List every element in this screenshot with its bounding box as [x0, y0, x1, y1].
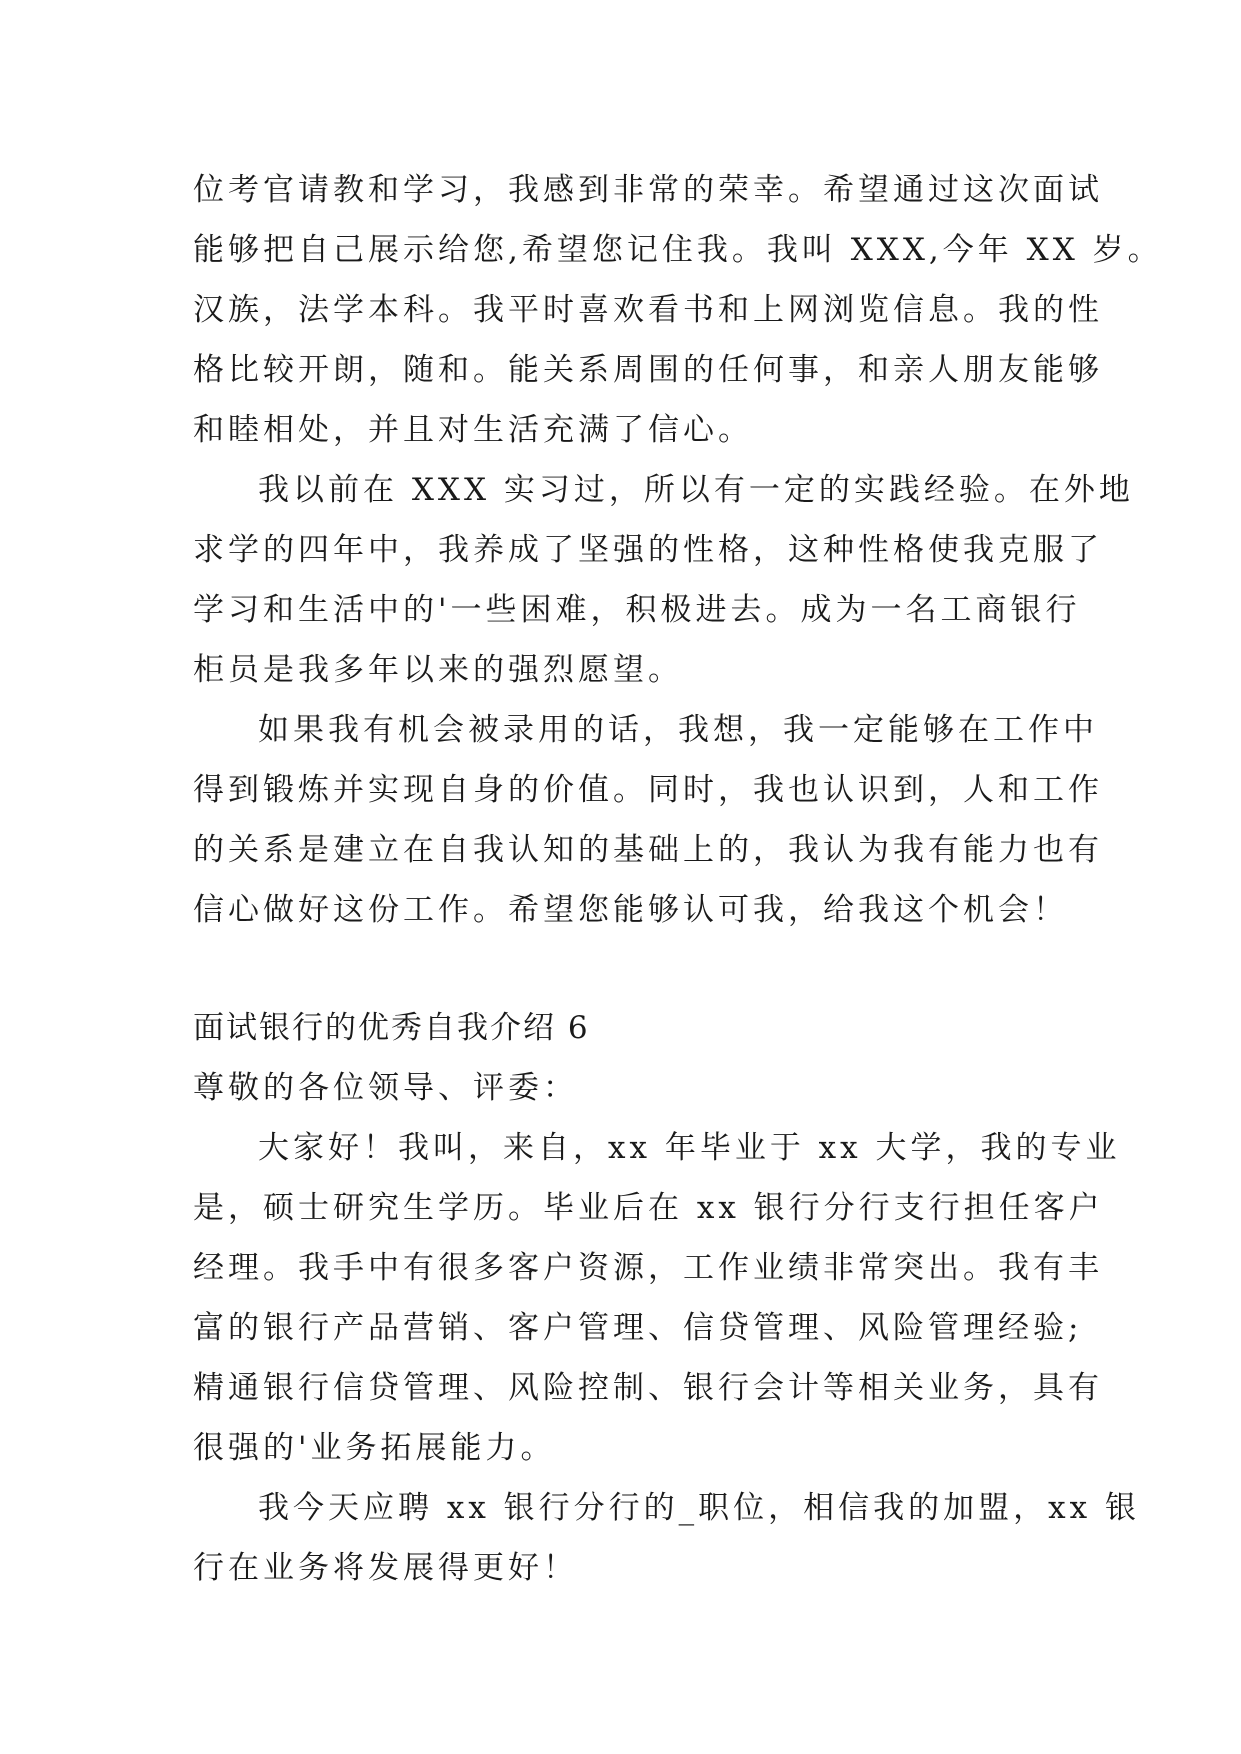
- text-line: 位考官请教和学习，我感到非常的荣幸。希望通过这次面试: [193, 172, 1103, 208]
- section-title: 面试银行的优秀自我介绍 6: [193, 1010, 590, 1046]
- paragraph-application: [193, 1478, 1140, 1598]
- text-line: 很强的'业务拓展能力。: [193, 1430, 556, 1466]
- text-line: 是，硕士研究生学历。毕业后在 xx 银行分行支行担任客户: [193, 1190, 1104, 1226]
- paragraph-intro: [193, 160, 1163, 460]
- paragraph-closing: [193, 700, 1103, 940]
- text-line: 信心做好这份工作。希望您能够认可我，给我这个机会！: [193, 892, 1068, 928]
- text-line: 柜员是我多年以来的强烈愿望。: [193, 652, 683, 688]
- text-line: 富的银行产品营销、客户管理、信贷管理、风险管理经验;: [193, 1310, 1083, 1346]
- text-line: 得到锻炼并实现自身的价值。同时，我也认识到，人和工作: [193, 772, 1103, 808]
- text-line: 经理。我手中有很多客户资源，工作业绩非常突出。我有丰: [193, 1250, 1103, 1286]
- text-line: 和睦相处，并且对生活充满了信心。: [193, 412, 753, 448]
- text-line: 格比较开朗，随和。能关系周围的任何事，和亲人朋友能够: [193, 352, 1103, 388]
- text-line: 我今天应聘 xx 银行分行的_职位，相信我的加盟，xx 银: [258, 1490, 1140, 1526]
- document-page: [193, 160, 1163, 1598]
- paragraph-background: [193, 1118, 1121, 1478]
- text-line: 如果我有机会被录用的话，我想，我一定能够在工作中: [258, 712, 1098, 748]
- paragraph-experience: [193, 460, 1134, 700]
- text-line: 求学的四年中，我养成了坚强的性格，这种性格使我克服了: [193, 532, 1103, 568]
- text-line: 学习和生活中的'一些困难，积极进去。成为一名工商银行: [193, 592, 1081, 628]
- text-line: 能够把自己展示给您,希望您记住我。我叫 XXX,今年 XX 岁。: [193, 232, 1163, 268]
- text-line: 汉族，法学本科。我平时喜欢看书和上网浏览信息。我的性: [193, 292, 1103, 328]
- salutation: 尊敬的各位领导、评委：: [193, 1070, 578, 1106]
- text-line: 我以前在 XXX 实习过，所以有一定的实践经验。在外地: [258, 472, 1134, 508]
- text-line: 行在业务将发展得更好！: [193, 1550, 578, 1586]
- text-line: 的关系是建立在自我认知的基础上的，我认为我有能力也有: [193, 832, 1103, 868]
- text-line: 精通银行信贷管理、风险控制、银行会计等相关业务，具有: [193, 1370, 1103, 1406]
- section-gap: [193, 940, 1083, 998]
- text-line: 大家好！我叫，来自，xx 年毕业于 xx 大学，我的专业: [258, 1130, 1121, 1166]
